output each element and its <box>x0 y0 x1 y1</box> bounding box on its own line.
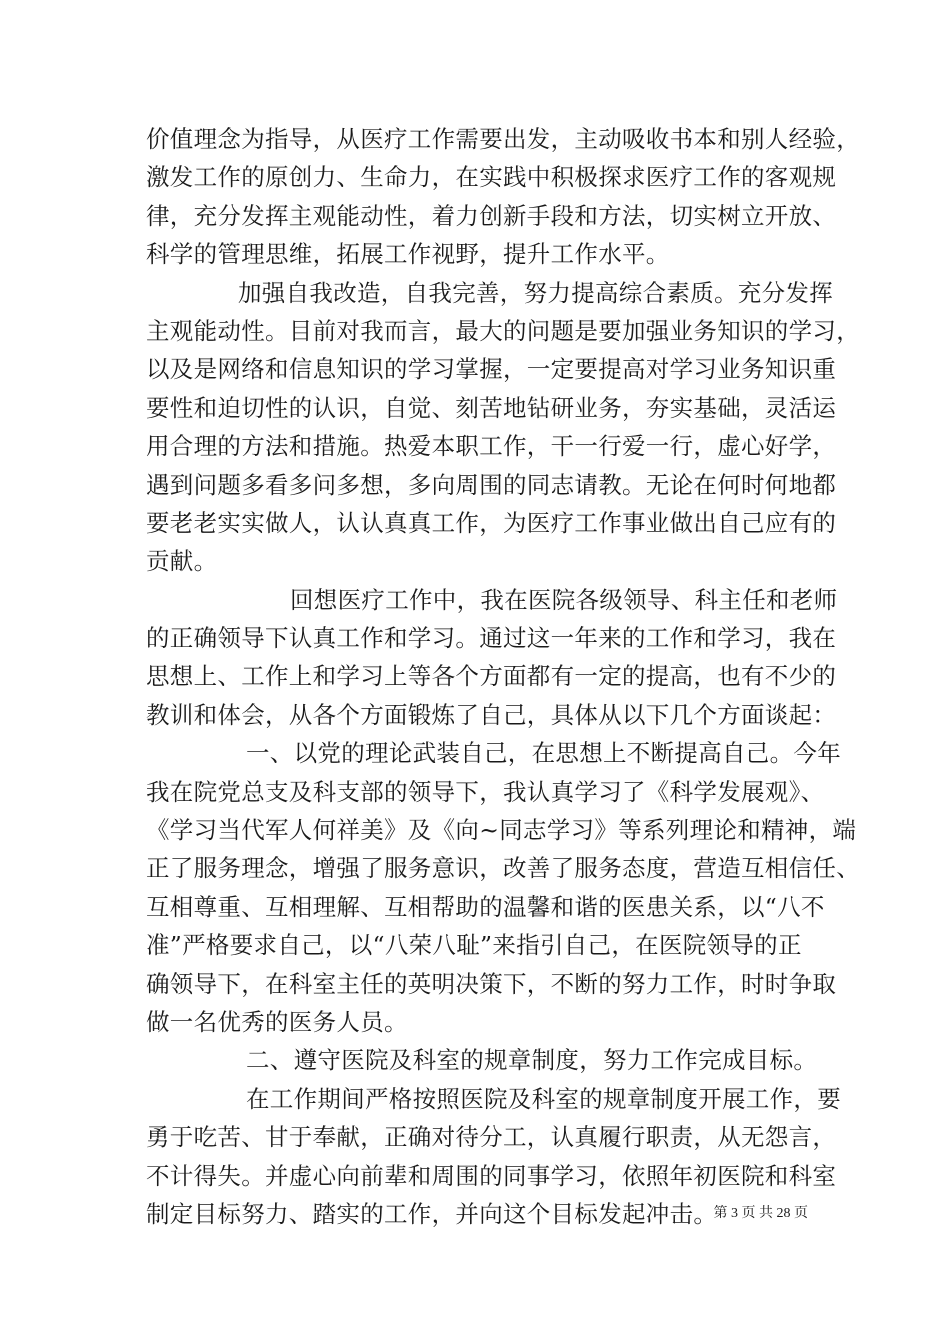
text-line: 贡献。 <box>146 547 218 576</box>
text-line: 要性和迫切性的认识，自觉、刻苦地钻研业务，夯实基础，灵活运 <box>146 393 837 422</box>
document-body <box>146 120 860 1233</box>
section-heading-one: 一、以党的理论武装自己，在思想上不断提高自己。今年 <box>246 739 841 768</box>
text-line: 勇于吃苦、甘于奉献，正确对待分工，认真履行职责，从无怨言， <box>146 1123 837 1152</box>
paragraph-first-line: 加强自我改造，自我完善，努力提高综合素质。充分发挥 <box>238 278 833 307</box>
paragraph-first-line: 在工作期间严格按照医院及科室的规章制度开展工作，要 <box>246 1084 841 1113</box>
text-line: 制定目标努力、踏实的工作，并向这个目标发起冲击。 <box>146 1199 718 1228</box>
text-line: 我在院党总支及科支部的领导下，我认真学习了《科学发展观》、 <box>146 777 825 806</box>
text-line: 确领导下，在科室主任的英明决策下，不断的努力工作，时时争取 <box>146 969 837 998</box>
text-line: 《学习当代军人何祥美》及《向~同志学习》等系列理论和精神，端 <box>146 816 857 845</box>
text-line: 以及是网络和信息知识的学习掌握，一定要提高对学习业务知识重 <box>146 355 837 384</box>
text-line: 教训和体会，从各个方面锻炼了自己，具体从以下几个方面谈起： <box>146 700 837 729</box>
text-line: 要老老实实做人，认认真真工作，为医疗工作事业做出自己应有的 <box>146 508 837 537</box>
page-number-footer: 第 3 页 共 28 页 <box>713 1206 808 1221</box>
paragraph-first-line: 回想医疗工作中，我在医院各级领导、科主任和老师 <box>290 585 838 614</box>
text-line: 做一名优秀的医务人员。 <box>146 1007 408 1036</box>
text-line: 准”严格要求自己，以“八荣八耻”来指引自己，在医院领导的正 <box>146 931 802 960</box>
text-line: 互相尊重、互相理解、互相帮助的温馨和谐的医患关系，以“八不 <box>146 892 825 921</box>
text-line: 价值理念为指导，从医疗工作需要出发，主动吸收书本和别人经验， <box>146 125 860 153</box>
text-line: 思想上、工作上和学习上等各个方面都有一定的提高，也有不少的 <box>146 662 837 691</box>
text-line: 不计得失。并虚心向前辈和周围的同事学习，依照年初医院和科室 <box>146 1161 837 1190</box>
text-line: 科学的管理思维，拓展工作视野，提升工作水平。 <box>146 240 670 269</box>
text-line: 律，充分发挥主观能动性，着力创新手段和方法，切实树立开放、 <box>146 201 837 230</box>
text-line: 主观能动性。目前对我而言，最大的问题是要加强业务知识的学习， <box>146 316 860 345</box>
text-line: 的正确领导下认真工作和学习。通过这一年来的工作和学习，我在 <box>146 624 837 653</box>
text-line: 正了服务理念，增强了服务意识，改善了服务态度，营造互相信任、 <box>146 854 860 883</box>
text-line: 激发工作的原创力、生命力，在实践中积极探求医疗工作的客观规 <box>146 163 837 192</box>
section-heading-two: 二、遵守医院及科室的规章制度，努力工作完成目标。 <box>246 1046 818 1075</box>
text-line: 用合理的方法和措施。热爱本职工作，干一行爱一行，虚心好学， <box>146 432 837 461</box>
text-line: 遇到问题多看多问多想，多向周围的同志请教。无论在何时何地都 <box>146 470 837 499</box>
